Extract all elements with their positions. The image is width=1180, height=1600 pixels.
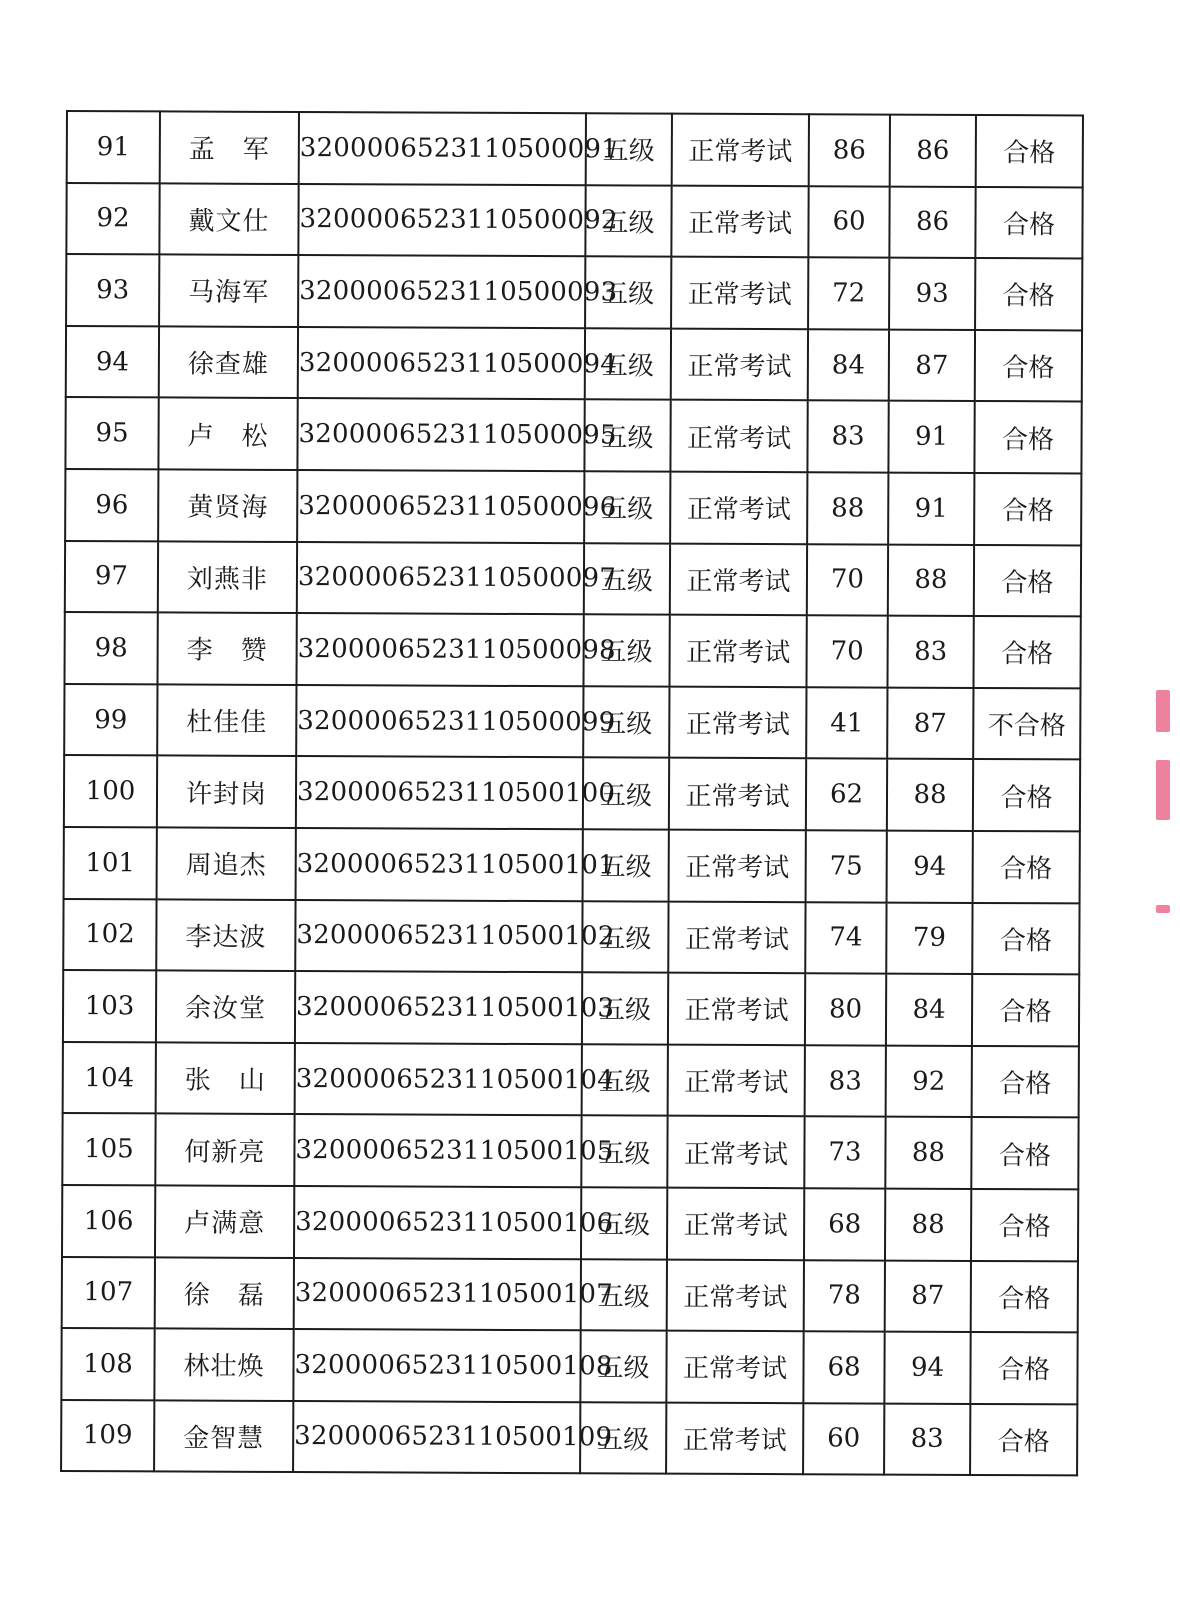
level-cell: 五级 <box>582 901 668 973</box>
name-cell: 黄贤海 <box>158 469 297 541</box>
table-row <box>63 899 1079 975</box>
row-number-cell: 100 <box>64 755 157 827</box>
skill-score-cell: 87 <box>887 687 973 759</box>
theory-score-cell: 62 <box>806 759 887 831</box>
name-cell: 杜佳佳 <box>157 684 296 756</box>
name-cell: 张 山 <box>156 1042 295 1114</box>
skill-score-cell: 84 <box>886 974 972 1046</box>
level-cell: 五级 <box>581 1259 667 1331</box>
result-cell: 合格 <box>973 831 1080 903</box>
certificate-number-cell: 3200006523110500101 <box>296 828 583 901</box>
skill-score-cell: 92 <box>886 1045 972 1117</box>
result-cell: 合格 <box>976 115 1083 187</box>
level-cell: 五级 <box>582 972 668 1044</box>
level-cell: 五级 <box>584 400 670 472</box>
theory-score-cell: 70 <box>806 615 887 687</box>
exam-type-cell: 正常考试 <box>671 328 808 400</box>
exam-type-cell: 正常考试 <box>671 257 808 329</box>
certificate-number-cell: 3200006523110500096 <box>297 470 584 543</box>
name-cell: 金智慧 <box>154 1400 293 1472</box>
name-cell: 刘燕非 <box>158 541 297 613</box>
result-cell: 合格 <box>971 1189 1078 1261</box>
row-number-cell: 94 <box>66 326 159 398</box>
level-cell: 五级 <box>584 471 670 543</box>
exam-type-cell: 正常考试 <box>670 400 807 472</box>
score-table <box>60 110 1084 1477</box>
exam-type-cell: 正常考试 <box>668 1044 805 1116</box>
name-cell: 马海军 <box>159 255 298 327</box>
result-cell: 合格 <box>970 1404 1077 1476</box>
exam-type-cell: 正常考试 <box>667 1188 804 1260</box>
level-cell: 五级 <box>583 758 669 830</box>
theory-score-cell: 75 <box>806 830 887 902</box>
exam-type-cell: 正常考试 <box>669 758 806 830</box>
certificate-number-cell: 3200006523110500092 <box>298 184 585 257</box>
result-cell: 合格 <box>972 1046 1079 1118</box>
level-cell: 五级 <box>586 113 672 185</box>
theory-score-cell: 60 <box>808 186 889 258</box>
theory-score-cell: 70 <box>807 544 888 616</box>
level-cell: 五级 <box>585 256 671 328</box>
skill-score-cell: 87 <box>885 1260 971 1332</box>
exam-type-cell: 正常考试 <box>672 114 809 186</box>
table-row <box>63 1042 1079 1118</box>
row-number-cell: 91 <box>67 111 160 183</box>
table-row <box>64 827 1080 903</box>
skill-score-cell: 94 <box>884 1332 970 1404</box>
row-number-cell: 107 <box>62 1256 155 1328</box>
certificate-number-cell: 3200006523110500091 <box>299 112 586 185</box>
row-number-cell: 103 <box>63 970 156 1042</box>
skill-score-cell: 86 <box>890 115 976 187</box>
row-number-cell: 92 <box>66 183 159 255</box>
red-seal-edge <box>1150 690 1180 920</box>
level-cell: 五级 <box>585 328 671 400</box>
certificate-number-cell: 3200006523110500109 <box>293 1401 580 1474</box>
row-number-cell: 99 <box>64 684 157 756</box>
result-cell: 合格 <box>973 616 1080 688</box>
certificate-number-cell: 3200006523110500108 <box>293 1329 580 1402</box>
row-number-cell: 106 <box>62 1185 155 1257</box>
row-number-cell: 93 <box>66 254 159 326</box>
certificate-number-cell: 3200006523110500097 <box>297 542 584 615</box>
certificate-number-cell: 3200006523110500104 <box>295 1043 582 1116</box>
certificate-number-cell: 3200006523110500103 <box>295 971 582 1044</box>
skill-score-cell: 91 <box>888 401 974 473</box>
name-cell: 周追杰 <box>157 827 296 899</box>
theory-score-cell: 80 <box>805 973 886 1045</box>
result-cell: 合格 <box>973 759 1080 831</box>
level-cell: 五级 <box>580 1330 666 1402</box>
exam-type-cell: 正常考试 <box>667 1116 804 1188</box>
skill-score-cell: 88 <box>887 759 973 831</box>
certificate-number-cell: 3200006523110500102 <box>295 900 582 973</box>
certificate-number-cell: 3200006523110500105 <box>294 1114 581 1187</box>
theory-score-cell: 68 <box>803 1331 884 1403</box>
name-cell: 戴文仕 <box>159 183 298 255</box>
result-cell: 合格 <box>974 545 1081 617</box>
row-number-cell: 105 <box>62 1113 155 1185</box>
table-row <box>62 1113 1078 1189</box>
theory-score-cell: 41 <box>806 687 887 759</box>
result-cell: 合格 <box>970 1332 1077 1404</box>
exam-type-cell: 正常考试 <box>667 1259 804 1331</box>
table-row <box>64 684 1080 760</box>
table-row <box>65 397 1081 473</box>
table-row <box>61 1400 1077 1476</box>
level-cell: 五级 <box>583 829 669 901</box>
certificate-number-cell: 3200006523110500093 <box>298 255 585 328</box>
row-number-cell: 104 <box>63 1042 156 1114</box>
exam-type-cell: 正常考试 <box>669 830 806 902</box>
table-row <box>64 612 1080 688</box>
theory-score-cell: 74 <box>805 902 886 974</box>
skill-score-cell: 88 <box>885 1188 971 1260</box>
result-cell: 合格 <box>975 330 1082 402</box>
name-cell: 卢满意 <box>155 1185 294 1257</box>
table-row <box>65 469 1081 545</box>
level-cell: 五级 <box>581 1116 667 1188</box>
skill-score-cell: 88 <box>888 544 974 616</box>
name-cell: 林壮焕 <box>154 1328 293 1400</box>
name-cell: 孟 军 <box>160 111 299 183</box>
theory-score-cell: 73 <box>804 1117 885 1189</box>
certificate-number-cell: 3200006523110500098 <box>296 613 583 686</box>
result-cell: 合格 <box>971 1260 1078 1332</box>
name-cell: 许封岗 <box>157 756 296 828</box>
theory-score-cell: 78 <box>804 1260 885 1332</box>
skill-score-cell: 87 <box>889 329 975 401</box>
exam-type-cell: 正常考试 <box>669 686 806 758</box>
result-cell: 合格 <box>972 974 1079 1046</box>
result-cell: 合格 <box>971 1117 1078 1189</box>
certificate-number-cell: 3200006523110500094 <box>298 327 585 400</box>
exam-type-cell: 正常考试 <box>670 472 807 544</box>
level-cell: 五级 <box>584 543 670 615</box>
row-number-cell: 108 <box>61 1328 154 1400</box>
row-number-cell: 97 <box>65 541 158 613</box>
exam-type-cell: 正常考试 <box>670 543 807 615</box>
certificate-number-cell: 3200006523110500100 <box>296 756 583 829</box>
skill-score-cell: 86 <box>889 186 975 258</box>
row-number-cell: 98 <box>64 612 157 684</box>
skill-score-cell: 83 <box>884 1403 970 1475</box>
skill-score-cell: 91 <box>888 473 974 545</box>
row-number-cell: 95 <box>65 397 158 469</box>
theory-score-cell: 83 <box>805 1045 886 1117</box>
table-row <box>67 111 1083 187</box>
table-row <box>62 1256 1078 1332</box>
theory-score-cell: 60 <box>803 1403 884 1475</box>
theory-score-cell: 68 <box>804 1188 885 1260</box>
name-cell: 李 赞 <box>157 613 296 685</box>
table-row <box>66 183 1082 259</box>
certificate-number-cell: 3200006523110500099 <box>296 685 583 758</box>
theory-score-cell: 84 <box>808 329 889 401</box>
exam-type-cell: 正常考试 <box>668 901 805 973</box>
table-row <box>61 1328 1077 1404</box>
table-row <box>66 326 1082 402</box>
skill-score-cell: 93 <box>889 258 975 330</box>
level-cell: 五级 <box>583 614 669 686</box>
level-cell: 五级 <box>580 1402 666 1474</box>
result-cell: 不合格 <box>973 688 1080 760</box>
result-cell: 合格 <box>975 187 1082 259</box>
exam-type-cell: 正常考试 <box>666 1402 803 1474</box>
name-cell: 余汝堂 <box>156 971 295 1043</box>
table-row <box>66 254 1082 330</box>
certificate-number-cell: 3200006523110500106 <box>294 1186 581 1259</box>
result-cell: 合格 <box>974 401 1081 473</box>
skill-score-cell: 83 <box>887 616 973 688</box>
skill-score-cell: 88 <box>885 1117 971 1189</box>
exam-type-cell: 正常考试 <box>668 973 805 1045</box>
theory-score-cell: 72 <box>808 257 889 329</box>
name-cell: 徐查雄 <box>159 326 298 398</box>
exam-type-cell: 正常考试 <box>671 185 808 257</box>
result-cell: 合格 <box>972 902 1079 974</box>
certificate-number-cell: 3200006523110500107 <box>294 1258 581 1331</box>
table-body <box>61 111 1083 1476</box>
exam-type-cell: 正常考试 <box>666 1331 803 1403</box>
skill-score-cell: 94 <box>887 831 973 903</box>
theory-score-cell: 83 <box>807 401 888 473</box>
name-cell: 何新亮 <box>155 1114 294 1186</box>
theory-score-cell: 88 <box>807 472 888 544</box>
row-number-cell: 96 <box>65 469 158 541</box>
name-cell: 李达波 <box>156 899 295 971</box>
result-cell: 合格 <box>975 258 1082 330</box>
table-row <box>62 1185 1078 1261</box>
table-row <box>65 541 1081 617</box>
table-row <box>64 755 1080 831</box>
exam-type-cell: 正常考试 <box>669 615 806 687</box>
level-cell: 五级 <box>581 1187 667 1259</box>
level-cell: 五级 <box>583 686 669 758</box>
row-number-cell: 101 <box>64 827 157 899</box>
row-number-cell: 109 <box>61 1400 154 1472</box>
skill-score-cell: 79 <box>886 902 972 974</box>
certificate-number-cell: 3200006523110500095 <box>297 398 584 471</box>
level-cell: 五级 <box>582 1044 668 1116</box>
name-cell: 卢 松 <box>158 398 297 470</box>
level-cell: 五级 <box>585 185 671 257</box>
name-cell: 徐 磊 <box>155 1257 294 1329</box>
table-row <box>63 970 1079 1046</box>
theory-score-cell: 86 <box>809 114 890 186</box>
result-cell: 合格 <box>974 473 1081 545</box>
row-number-cell: 102 <box>63 899 156 971</box>
